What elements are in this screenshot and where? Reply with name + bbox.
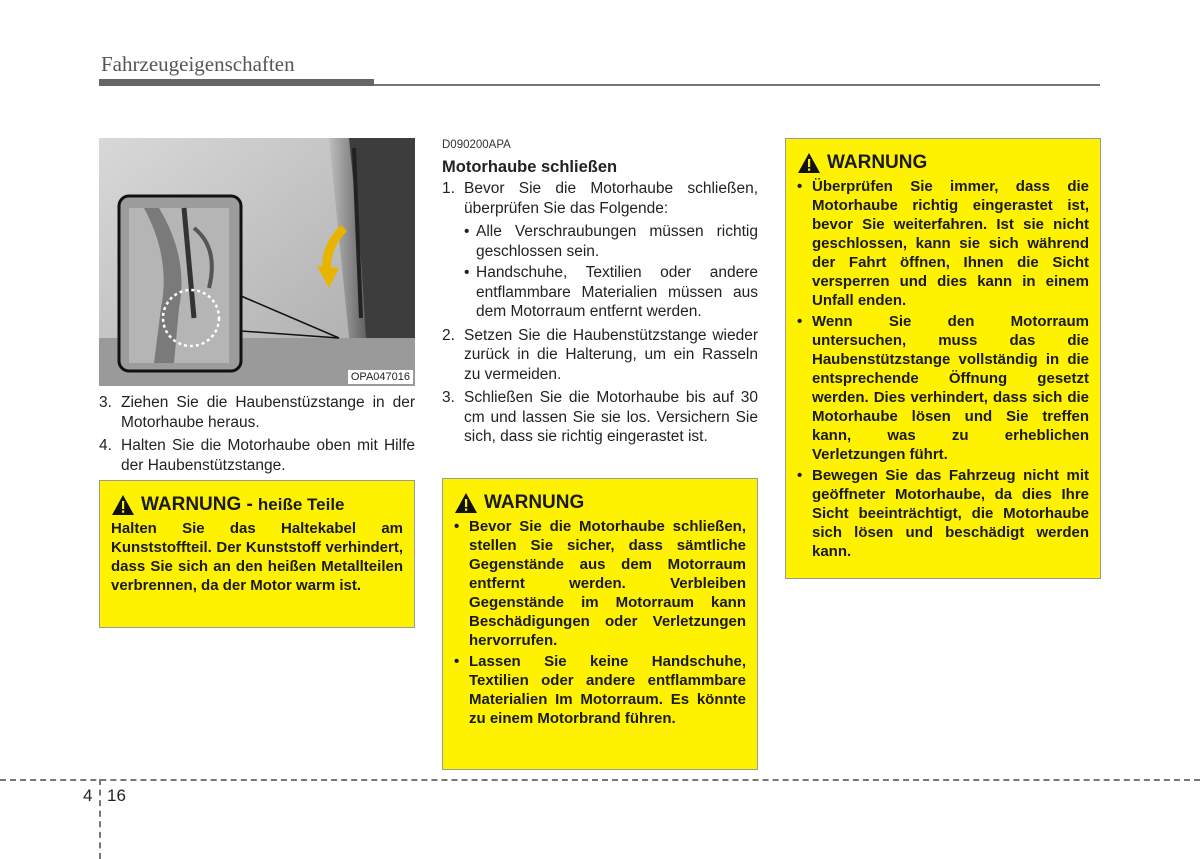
left-steps (99, 393, 415, 479)
warning-triangle-icon (454, 492, 478, 514)
footer-divider (99, 779, 101, 859)
step-number: 3. (99, 394, 112, 411)
step-number: 2. (442, 326, 455, 344)
list-item (464, 222, 758, 261)
bullet-icon: • (797, 313, 803, 330)
bullet-icon: • (464, 264, 470, 281)
section-title: Motorhaube schließen (442, 157, 618, 176)
bullet-icon: • (797, 467, 803, 484)
header-rule-thick (99, 79, 374, 86)
list-item-text: Lassen Sie keine Handschuhe, Textilien oder andere entflammbare Materialien Im Motorraum. Es könnte zu einem Motorbrand führen. (469, 653, 746, 727)
list-item (797, 312, 1089, 464)
list-item-text: Überprüfen Sie immer, dass die Motorhaube richtig eingerastet ist, bevor Sie weiterfahren. Ist sie nicht geschlossen, kann sie sich während der Fahrt öffnen, Ihnen die Sicht versperren und dies kann in einem Unfall enden. (812, 178, 1089, 309)
hood-support-rod-illustration (99, 138, 415, 386)
step-text: Bevor Sie die Motorhaube schließen, überprüfen Sie das Folgende: (464, 180, 758, 217)
step-number: 3. (442, 389, 455, 406)
step-text: Halten Sie die Motorhaube oben mit Hilfe der Haubenstützstange. (121, 437, 415, 474)
bullet-icon: • (464, 223, 470, 240)
list-item (797, 177, 1089, 310)
warning-title-text: WARNUNG (827, 152, 928, 173)
warning-box-closing (442, 478, 758, 770)
warning-triangle-icon (797, 152, 821, 174)
chapter-number: 4 (83, 786, 93, 805)
page-number: 16 (107, 786, 126, 805)
list-item-text: Bevor Sie die Motorhaube schließen, stellen Sie sicher, dass sämtliche Gegenstände aus dem Motorraum entfernt werden. Verbleiben Gegenstände im Motorraum kann Beschädigungen oder Verletzungen hervorrufen. (469, 518, 746, 649)
step-3 (99, 393, 415, 432)
step-number: 1. (442, 180, 455, 197)
bullet-icon: • (454, 653, 460, 670)
step-text: Ziehen Sie die Haubenstüzstange in der Motorhaube heraus. (121, 394, 415, 431)
bullet-icon: • (454, 518, 460, 535)
bullet-icon: • (797, 178, 803, 195)
warning-title (454, 491, 746, 515)
step-text: Schließen Sie die Motorhaube bis auf 30 cm und lassen Sie sie los. Versichern Sie sich, dass sie richtig eingerastet ist. (464, 389, 758, 445)
warning-list (797, 177, 1089, 561)
list-item (454, 517, 746, 650)
warning-title (111, 493, 403, 517)
step-1-checklist (442, 222, 758, 322)
step-number: 4. (99, 437, 112, 454)
step-3 (442, 388, 758, 447)
list-item (454, 652, 746, 728)
list-item-text: Wenn Sie den Motorraum untersuchen, muss das die Haubenstützstange vollständig in die entsprechende Öffnung gesetzt werden. Dies verhindert, dass sich die Motorhaube lösen und Sie treffen kann, was zu erheblichen Verletzungen führt. (812, 313, 1089, 463)
warning-box-hot-parts (99, 480, 415, 628)
middle-column (442, 136, 758, 451)
warning-title-sub: heiße Teile (257, 495, 345, 514)
warning-title-text: WARNUNG (484, 492, 585, 513)
list-item (464, 263, 758, 322)
step-4 (99, 436, 415, 475)
step-1 (442, 179, 758, 218)
page-header-title: Fahrzeugeigenschaften (101, 52, 295, 76)
step-text: Setzen Sie die Haubenstützstange wieder zurück in die Halterung, um ein Rasseln zu vermeiden. (464, 326, 758, 383)
warning-triangle-icon (111, 494, 135, 516)
list-item-text: Handschuhe, Textilien oder andere entflammbare Materialien müssen aus dem Motorraum entfernt werden. (476, 264, 758, 320)
warning-list (454, 517, 746, 728)
footer-rule (0, 779, 1200, 781)
warning-title (797, 151, 1089, 175)
list-item-text: Bewegen Sie das Fahrzeug nicht mit geöffneter Motorhaube, da dies Ihre Sicht beeinträchtigt, die Motorhaube sich lösen und beschädigt werden kann. (812, 467, 1089, 560)
step-2 (442, 326, 758, 385)
header-rule-thin (374, 84, 1100, 86)
hood-support-figure (99, 138, 415, 386)
warning-title-text: WARNUNG - (141, 494, 253, 515)
warning-text: Halten Sie das Haltekabel am Kunststoffteil. Der Kunststoff verhindert, dass Sie sich an den heißen Metallteilen verbrennen, da der Motor warm ist. (111, 520, 403, 594)
list-item (797, 466, 1089, 561)
section-code: D090200APA (442, 139, 511, 151)
warning-box-driving (785, 138, 1101, 579)
figure-code-label: OPA047016 (348, 370, 413, 384)
list-item-text: Alle Verschraubungen müssen richtig geschlossen sein. (476, 223, 758, 260)
